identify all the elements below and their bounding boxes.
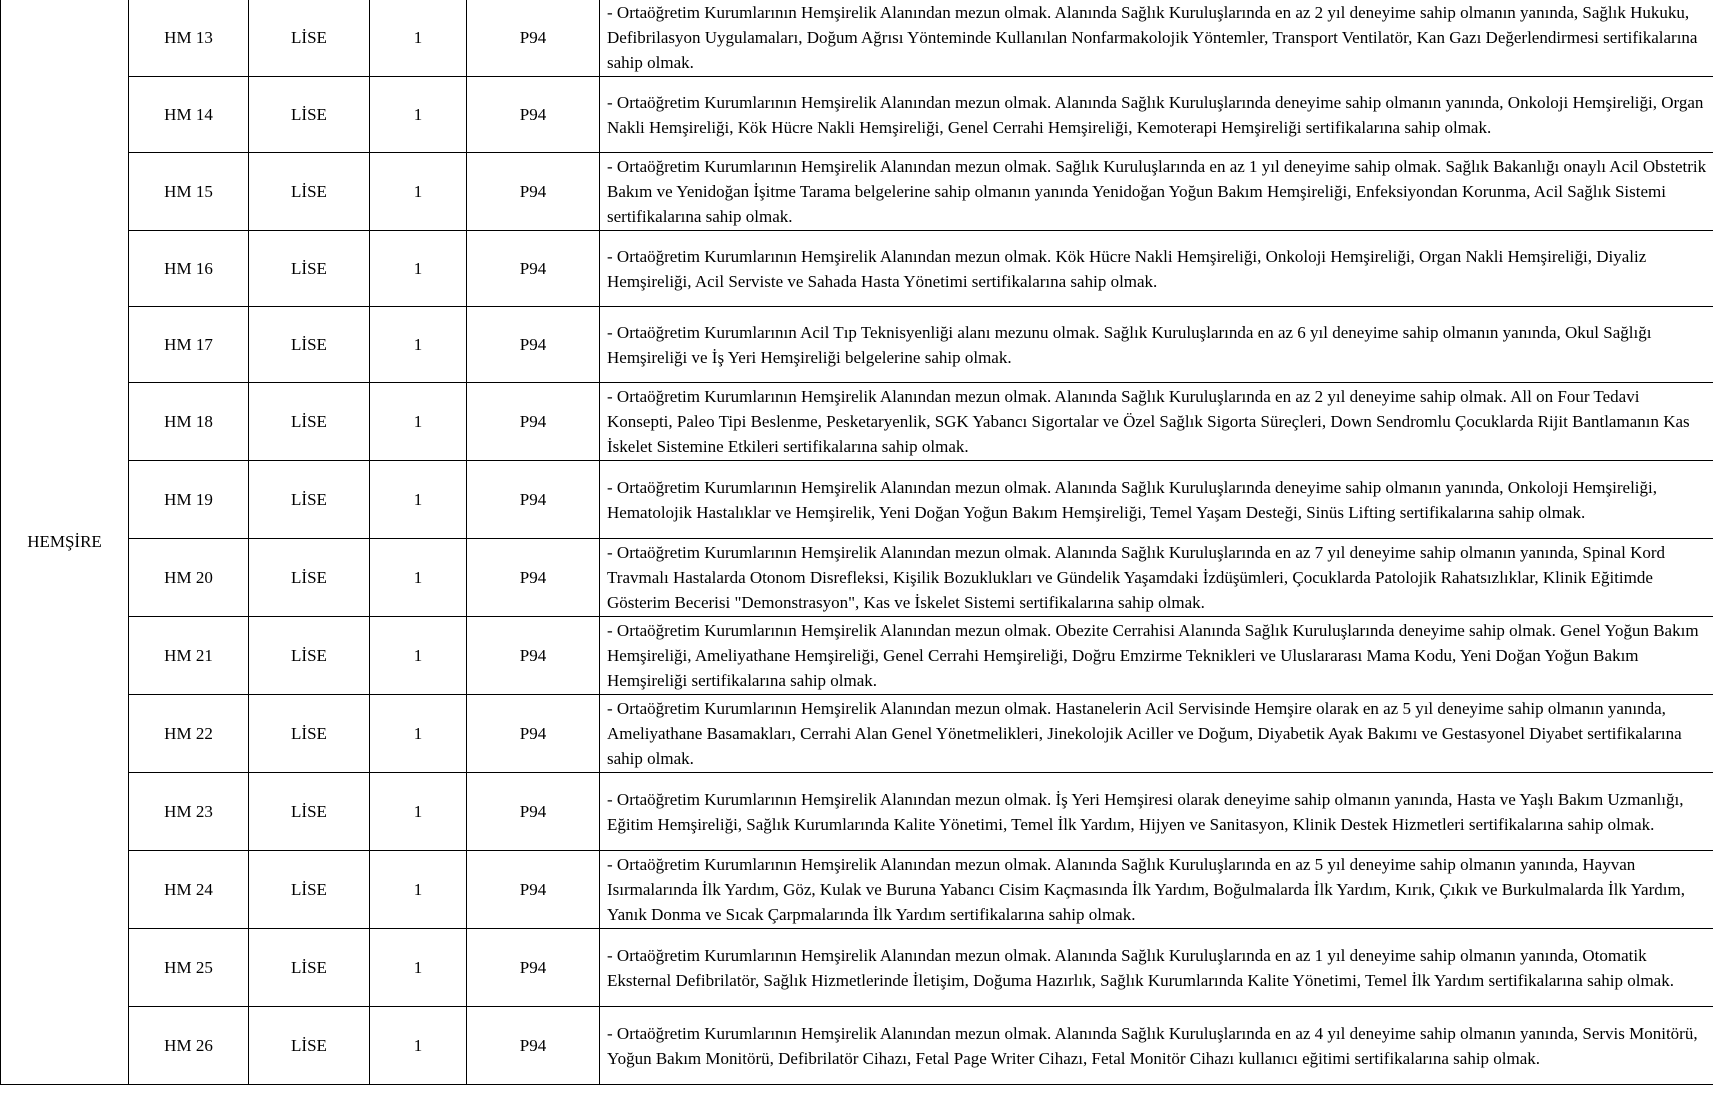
qualifications-cell: - Ortaöğretim Kurumlarının Hemşirelik Alanından mezun olmak. Alanında Sağlık Kuruluşlarında en az 4 yıl deneyime sahip olmanın yanında, Servis Monitörü, Yoğun Bakım Monitörü, Defibrilatör Cihazı, Fetal Page Writer Cihazı, Fetal Monitör Cihazı kullanıcı eğitimi sertifikalarına sahip olmak.: [600, 1007, 1713, 1085]
table-row: [1, 461, 1713, 539]
score-type-cell: P94: [467, 695, 600, 773]
qualifications-cell: - Ortaöğretim Kurumlarının Hemşirelik Alanından mezun olmak. Obezite Cerrahisi Alanında Sağlık Kuruluşlarında deneyime sahip olmak. Genel Yoğun Bakım Hemşireliği, Ameliyathane Hemşireliği, Genel Cerrahi Hemşireliği, Doğru Emzirme Teknikleri ve Uluslararası Mama Kodu, Yeni Doğan Yoğun Bakım Hemşireliği sertifikalarına sahip olmak.: [600, 617, 1713, 695]
table-row: [1, 153, 1713, 231]
table-row: [1, 383, 1713, 461]
table-row: [1, 77, 1713, 153]
table-row: [1, 929, 1713, 1007]
education-level-cell: LİSE: [249, 0, 370, 77]
position-code-cell: HM 17: [129, 307, 249, 383]
table-row: [1, 851, 1713, 929]
position-count-cell: 1: [370, 695, 467, 773]
position-code-cell: HM 24: [129, 851, 249, 929]
position-count-cell: 1: [370, 77, 467, 153]
score-type-cell: P94: [467, 231, 600, 307]
education-level-cell: LİSE: [249, 539, 370, 617]
position-code-cell: HM 25: [129, 929, 249, 1007]
score-type-cell: P94: [467, 0, 600, 77]
position-count-cell: 1: [370, 461, 467, 539]
education-level-cell: LİSE: [249, 695, 370, 773]
table-row: [1, 231, 1713, 307]
table-row: [1, 617, 1713, 695]
qualifications-cell: - Ortaöğretim Kurumlarının Hemşirelik Alanından mezun olmak. Alanında Sağlık Kuruluşlarında deneyime sahip olmanın yanında, Onkoloji Hemşireliği, Organ Nakli Hemşireliği, Kök Hücre Nakli Hemşireliği, Genel Cerrahi Hemşireliği, Kemoterapi Hemşireliği sertifikalarına sahip olmak.: [600, 77, 1713, 153]
score-type-cell: P94: [467, 461, 600, 539]
qualifications-cell: - Ortaöğretim Kurumlarının Hemşirelik Alanından mezun olmak. Alanında Sağlık Kuruluşlarında en az 7 yıl deneyime sahip olmanın yanında, Spinal Kord Travmalı Hastalarda Otonom Disrefleksi, Kişilik Bozuklukları ve Gündelik Yaşamdaki İzdüşümleri, Çocuklarda Patolojik Rahatsızlıklar, Klinik Eğitimde Gösterim Becerisi "Demonstrasyon", Kas ve İskelet Sistemi sertifikalarına sahip olmak.: [600, 539, 1713, 617]
position-count-cell: 1: [370, 231, 467, 307]
qualifications-cell: - Ortaöğretim Kurumlarının Hemşirelik Alanından mezun olmak. İş Yeri Hemşiresi olarak deneyime sahip olmanın yanında, Hasta ve Yaşlı Bakım Uzmanlığı, Eğitim Hemşireliği, Sağlık Kurumlarında Kalite Yönetimi, Temel İlk Yardım, Hijyen ve Sanitasyon, Klinik Destek Hizmetleri sertifikalarına sahip olmak.: [600, 773, 1713, 851]
table-row: [1, 1007, 1713, 1085]
education-level-cell: LİSE: [249, 461, 370, 539]
qualifications-cell: - Ortaöğretim Kurumlarının Hemşirelik Alanından mezun olmak. Sağlık Kuruluşlarında en az 1 yıl deneyime sahip olmak. Sağlık Bakanlığı onaylı Acil Obstetrik Bakım ve Yenidoğan İşitme Tarama belgelerine sahip olmanın yanında Yenidoğan Yoğun Bakım Hemşireliği, Enfeksiyondan Korunma, Acil Sağlık Sistemi sertifikalarına sahip olmak.: [600, 153, 1713, 231]
qualifications-cell: - Ortaöğretim Kurumlarının Acil Tıp Teknisyenliği alanı mezunu olmak. Sağlık Kuruluşlarında en az 6 yıl deneyime sahip olmanın yanında, Okul Sağlığı Hemşireliği ve İş Yeri Hemşireliği belgelerine sahip olmak.: [600, 307, 1713, 383]
score-type-cell: P94: [467, 383, 600, 461]
table-row: [1, 307, 1713, 383]
score-type-cell: P94: [467, 77, 600, 153]
position-code-cell: HM 19: [129, 461, 249, 539]
education-level-cell: LİSE: [249, 773, 370, 851]
qualifications-cell: - Ortaöğretim Kurumlarının Hemşirelik Alanından mezun olmak. Alanında Sağlık Kuruluşlarında deneyime sahip olmanın yanında, Onkoloji Hemşireliği, Hematolojik Hastalıklar ve Hemşirelik, Yeni Doğan Yoğun Bakım Hemşireliği, Temel Yaşam Desteği, Sinüs Lifting sertifikalarına sahip olmak.: [600, 461, 1713, 539]
qualifications-cell: - Ortaöğretim Kurumlarının Hemşirelik Alanından mezun olmak. Alanında Sağlık Kuruluşlarında en az 2 yıl deneyime sahip olmanın yanında, Sağlık Hukuku, Defibrilasyon Uygulamaları, Doğum Ağrısı Yönteminde Kullanılan Nonfarmakolojik Yöntemler, Transport Ventilatör, Kan Gazı Değerlendirmesi sertifikalarına sahip olmak.: [600, 0, 1713, 77]
position-count-cell: 1: [370, 1007, 467, 1085]
qualifications-cell: - Ortaöğretim Kurumlarının Hemşirelik Alanından mezun olmak. Alanında Sağlık Kuruluşlarında en az 5 yıl deneyime sahip olmanın yanında, Hayvan Isırmalarında İlk Yardım, Göz, Kulak ve Buruna Yabancı Cisim Kaçmasında İlk Yardım, Boğulmalarda İlk Yardım, Kırık, Çıkık ve Burkulmalarda İlk Yardım, Yanık Donma ve Sıcak Çarpmalarında İlk Yardım sertifikalarına sahip olmak.: [600, 851, 1713, 929]
qualifications-cell: - Ortaöğretim Kurumlarının Hemşirelik Alanından mezun olmak. Kök Hücre Nakli Hemşireliği, Onkoloji Hemşireliği, Organ Nakli Hemşireliği, Diyaliz Hemşireliği, Acil Serviste ve Sahada Hasta Yönetimi sertifikalarına sahip olmak.: [600, 231, 1713, 307]
score-type-cell: P94: [467, 539, 600, 617]
table-row: [1, 539, 1713, 617]
education-level-cell: LİSE: [249, 307, 370, 383]
position-code-cell: HM 26: [129, 1007, 249, 1085]
position-count-cell: 1: [370, 617, 467, 695]
position-count-cell: 1: [370, 773, 467, 851]
score-type-cell: P94: [467, 1007, 600, 1085]
position-code-cell: HM 22: [129, 695, 249, 773]
position-code-cell: HM 23: [129, 773, 249, 851]
education-level-cell: LİSE: [249, 153, 370, 231]
score-type-cell: P94: [467, 851, 600, 929]
position-code-cell: HM 15: [129, 153, 249, 231]
score-type-cell: P94: [467, 929, 600, 1007]
position-count-cell: 1: [370, 0, 467, 77]
education-level-cell: LİSE: [249, 617, 370, 695]
table-body: [1, 0, 1713, 1085]
position-code-cell: HM 16: [129, 231, 249, 307]
score-type-cell: P94: [467, 307, 600, 383]
position-code-cell: HM 13: [129, 0, 249, 77]
score-type-cell: P94: [467, 153, 600, 231]
position-code-cell: HM 14: [129, 77, 249, 153]
position-count-cell: 1: [370, 383, 467, 461]
qualifications-cell: - Ortaöğretim Kurumlarının Hemşirelik Alanından mezun olmak. Hastanelerin Acil Servisinde Hemşire olarak en az 5 yıl deneyime sahip olmanın yanında, Ameliyathane Basamakları, Cerrahi Alan Genel Yönetmelikleri, Jinekolojik Aciller ve Doğum, Diyabetik Ayak Bakımı ve Gestasyonel Diyabet sertifikalarına sahip olmak.: [600, 695, 1713, 773]
education-level-cell: LİSE: [249, 1007, 370, 1085]
table-row: [1, 773, 1713, 851]
education-level-cell: LİSE: [249, 851, 370, 929]
qualifications-cell: - Ortaöğretim Kurumlarının Hemşirelik Alanından mezun olmak. Alanında Sağlık Kuruluşlarında en az 1 yıl deneyime sahip olmanın yanında, Otomatik Eksternal Defibrilatör, Sağlık Hizmetlerinde İletişim, Doğuma Hazırlık, Sağlık Kurumlarında Kalite Yönetimi, Temel İlk Yardım sertifikalarına sahip olmak.: [600, 929, 1713, 1007]
education-level-cell: LİSE: [249, 929, 370, 1007]
education-level-cell: LİSE: [249, 383, 370, 461]
score-type-cell: P94: [467, 773, 600, 851]
position-code-cell: HM 21: [129, 617, 249, 695]
position-count-cell: 1: [370, 539, 467, 617]
table-row: [1, 695, 1713, 773]
education-level-cell: LİSE: [249, 231, 370, 307]
table-row: [1, 0, 1713, 77]
unvan-cell: HEMŞİRE: [1, 0, 129, 1085]
position-count-cell: 1: [370, 307, 467, 383]
position-count-cell: 1: [370, 153, 467, 231]
position-count-cell: 1: [370, 851, 467, 929]
position-code-cell: HM 20: [129, 539, 249, 617]
score-type-cell: P94: [467, 617, 600, 695]
education-level-cell: LİSE: [249, 77, 370, 153]
position-count-cell: 1: [370, 929, 467, 1007]
qualifications-cell: - Ortaöğretim Kurumlarının Hemşirelik Alanından mezun olmak. Alanında Sağlık Kuruluşlarında en az 2 yıl deneyime sahip olmak. All on Four Tedavi Konsepti, Paleo Tipi Beslenme, Pesketaryenlik, SGK Yabancı Sigortalar ve Özel Sağlık Sigorta Süreçleri, Down Sendromlu Çocuklarda Rijit Bantlamanın Kas İskelet Sistemine Etkileri sertifikalarına sahip olmak.: [600, 383, 1713, 461]
position-code-cell: HM 18: [129, 383, 249, 461]
